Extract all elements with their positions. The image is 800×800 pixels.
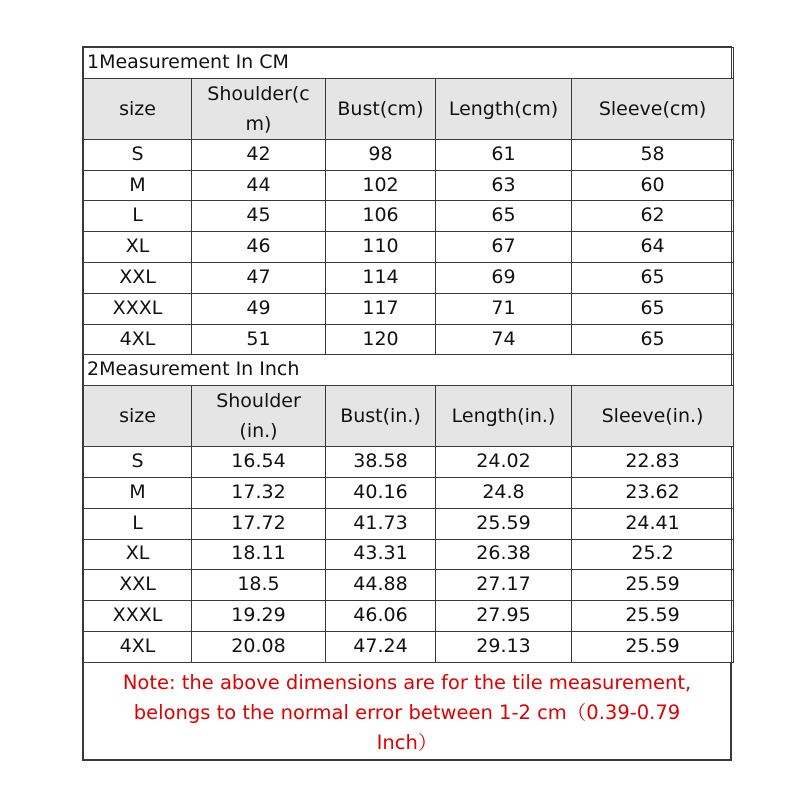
inch-shoulder-cell: 19.29 [192,601,326,632]
inch-size-cell: 4XL [84,631,192,662]
inch-shoulder-cell: 17.72 [192,508,326,539]
cm-size-cell: 4XL [84,324,192,355]
inch-bust-cell: 40.16 [326,477,436,508]
inch-shoulder-cell: 18.5 [192,570,326,601]
inch-bust-cell: 46.06 [326,601,436,632]
inch-section-title: 2Measurement In Inch [84,355,734,386]
cm-sleeve-header: Sleeve(cm) [572,78,734,139]
inch-table-row [84,539,734,570]
cm-shoulder-cell: 46 [192,232,326,263]
inch-table-row [84,601,734,632]
cm-size-cell: S [84,139,192,170]
cm-shoulder-cell: 51 [192,324,326,355]
cm-shoulder-cell: 49 [192,293,326,324]
inch-table-row [84,477,734,508]
cm-sleeve-cell: 60 [572,170,734,201]
cm-bust-cell: 98 [326,139,436,170]
inch-header-row [84,386,734,447]
cm-size-cell: M [84,170,192,201]
cm-shoulder-cell: 47 [192,262,326,293]
inch-bust-cell: 38.58 [326,447,436,478]
cm-section-title: 1Measurement In CM [84,48,734,79]
cm-bust-cell: 117 [326,293,436,324]
inch-shoulder-header-line-2: (in.) [239,420,278,443]
inch-bust-cell: 43.31 [326,539,436,570]
cm-shoulder-cell: 42 [192,139,326,170]
cm-shoulder-header-line-2: m) [245,112,272,135]
cm-bust-cell: 114 [326,262,436,293]
cm-bust-cell: 102 [326,170,436,201]
inch-sleeve-cell: 25.59 [572,601,734,632]
cm-size-cell: XXXL [84,293,192,324]
measurement-note [83,663,731,760]
note-line-3: Inch） [376,730,438,754]
cm-length-header: Length(cm) [436,78,572,139]
size-chart-table [83,47,734,663]
cm-bust-header: Bust(cm) [326,78,436,139]
cm-table-row [84,139,734,170]
inch-size-cell: XXXL [84,601,192,632]
cm-section-title-row [84,48,734,79]
inch-sleeve-cell: 25.59 [572,631,734,662]
cm-length-cell: 71 [436,293,572,324]
inch-shoulder-header [192,386,326,447]
inch-shoulder-cell: 16.54 [192,447,326,478]
cm-sleeve-cell: 65 [572,262,734,293]
cm-shoulder-cell: 44 [192,170,326,201]
cm-bust-cell: 110 [326,232,436,263]
cm-sleeve-cell: 64 [572,232,734,263]
cm-length-cell: 65 [436,201,572,232]
inch-bust-cell: 44.88 [326,570,436,601]
cm-sleeve-cell: 58 [572,139,734,170]
inch-bust-cell: 47.24 [326,631,436,662]
inch-length-cell: 24.8 [436,477,572,508]
inch-table-row [84,631,734,662]
inch-size-cell: XL [84,539,192,570]
cm-length-cell: 69 [436,262,572,293]
cm-table-row [84,232,734,263]
inch-shoulder-cell: 20.08 [192,631,326,662]
inch-length-cell: 27.17 [436,570,572,601]
inch-size-cell: XXL [84,570,192,601]
inch-bust-cell: 41.73 [326,508,436,539]
cm-size-cell: XXL [84,262,192,293]
inch-table-row [84,570,734,601]
inch-size-cell: L [84,508,192,539]
cm-shoulder-cell: 45 [192,201,326,232]
inch-sleeve-cell: 22.83 [572,447,734,478]
cm-header-row [84,78,734,139]
inch-sleeve-cell: 23.62 [572,477,734,508]
inch-length-cell: 29.13 [436,631,572,662]
inch-sleeve-header: Sleeve(in.) [572,386,734,447]
cm-bust-cell: 120 [326,324,436,355]
inch-length-cell: 25.59 [436,508,572,539]
cm-length-cell: 67 [436,232,572,263]
inch-shoulder-cell: 17.32 [192,477,326,508]
cm-bust-cell: 106 [326,201,436,232]
cm-shoulder-header [192,78,326,139]
inch-size-cell: S [84,447,192,478]
cm-size-cell: XL [84,232,192,263]
inch-bust-header: Bust(in.) [326,386,436,447]
inch-table-row [84,447,734,478]
cm-table-row [84,293,734,324]
size-chart [82,46,732,761]
inch-shoulder-header-line-1: Shoulder [216,390,301,413]
cm-table-row [84,262,734,293]
cm-table-row [84,324,734,355]
cm-sleeve-cell: 65 [572,324,734,355]
inch-length-cell: 24.02 [436,447,572,478]
cm-size-header: size [84,78,192,139]
inch-length-cell: 26.38 [436,539,572,570]
inch-shoulder-cell: 18.11 [192,539,326,570]
inch-sleeve-cell: 24.41 [572,508,734,539]
cm-length-cell: 63 [436,170,572,201]
inch-section-title-row [84,355,734,386]
note-line-1: Note: the above dimensions are for the tile measurement, [122,670,692,694]
cm-length-cell: 61 [436,139,572,170]
inch-table-row [84,508,734,539]
inch-length-header: Length(in.) [436,386,572,447]
cm-sleeve-cell: 65 [572,293,734,324]
inch-size-header: size [84,386,192,447]
note-line-2: belongs to the normal error between 1-2 cm（0.39-0.79 [133,700,681,724]
inch-length-cell: 27.95 [436,601,572,632]
cm-sleeve-cell: 62 [572,201,734,232]
cm-table-row [84,201,734,232]
cm-shoulder-header-line-1: Shoulder(c [207,82,310,105]
inch-sleeve-cell: 25.2 [572,539,734,570]
cm-table-row [84,170,734,201]
cm-size-cell: L [84,201,192,232]
inch-sleeve-cell: 25.59 [572,570,734,601]
cm-length-cell: 74 [436,324,572,355]
inch-size-cell: M [84,477,192,508]
